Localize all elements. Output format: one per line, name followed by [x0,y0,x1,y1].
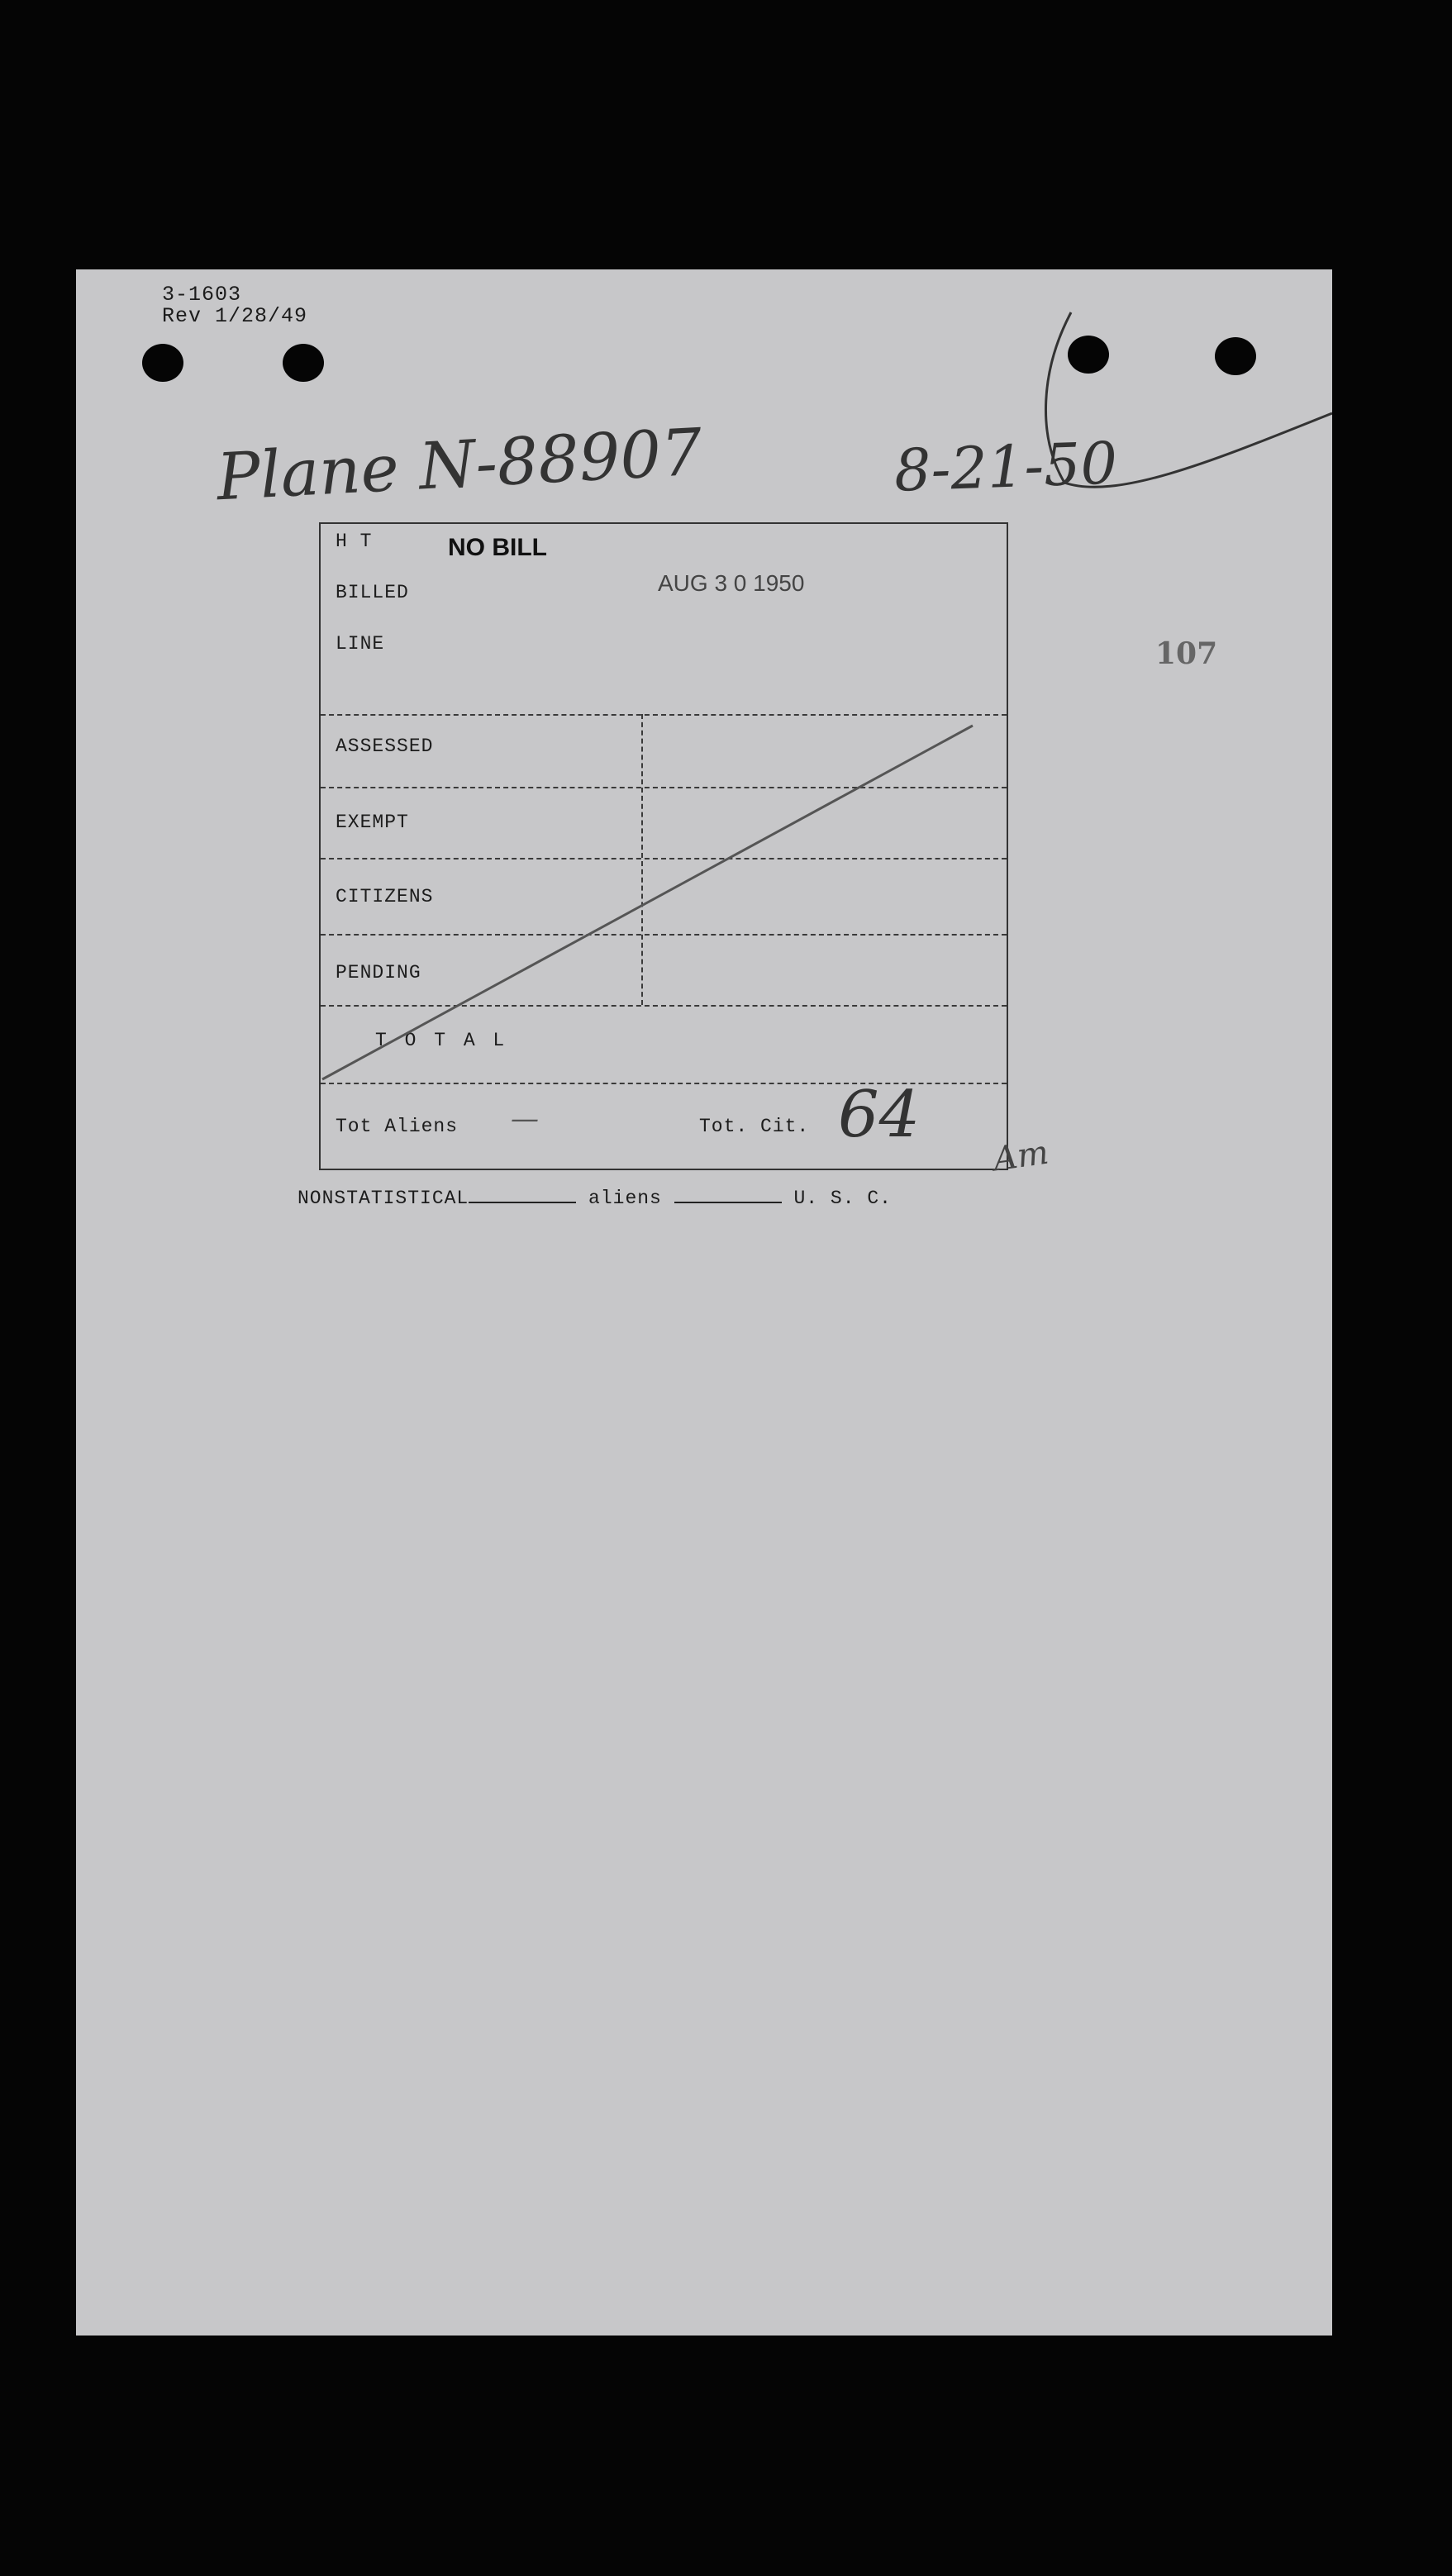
no-bill-stamp: NO BILL [448,534,547,561]
pen-strokes [76,269,1332,1261]
aliens-label: aliens [588,1188,662,1209]
handwritten-citizen-count: 64 [838,1078,921,1152]
handwritten-date: 8-21-50 [893,429,1119,505]
cancel-stroke [322,726,973,1079]
received-date-stamp: AUG 3 0 1950 [658,570,805,596]
tot-aliens-dash: — [511,1102,539,1136]
handwritten-initials: Am [991,1133,1051,1179]
check-mark-stroke [1045,312,1332,487]
row-billed: BILLED [336,582,409,603]
usc-label: U. S. C. [793,1188,892,1209]
page-number: 107 [1155,636,1218,671]
row-exempt: EXEMPT [336,812,409,833]
row-citizens: CITIZENS [336,886,434,907]
tot-aliens-label: Tot Aliens [336,1116,459,1137]
tot-cit-label: Tot. Cit. [699,1116,810,1137]
form-number: 3-1603 [162,283,242,307]
row-assessed: ASSESSED [336,736,434,757]
row-pending: PENDING [336,962,421,983]
row-line: LINE [336,633,385,655]
row-total: T O T A L [375,1030,508,1051]
nonstatistical-label: NONSTATISTICAL [298,1188,469,1209]
handwritten-plane-number: Plane N-88907 [215,415,704,516]
document-page [76,269,1332,2336]
form-revision: Rev 1/28/49 [162,304,308,328]
row-ht: H T [336,531,373,552]
